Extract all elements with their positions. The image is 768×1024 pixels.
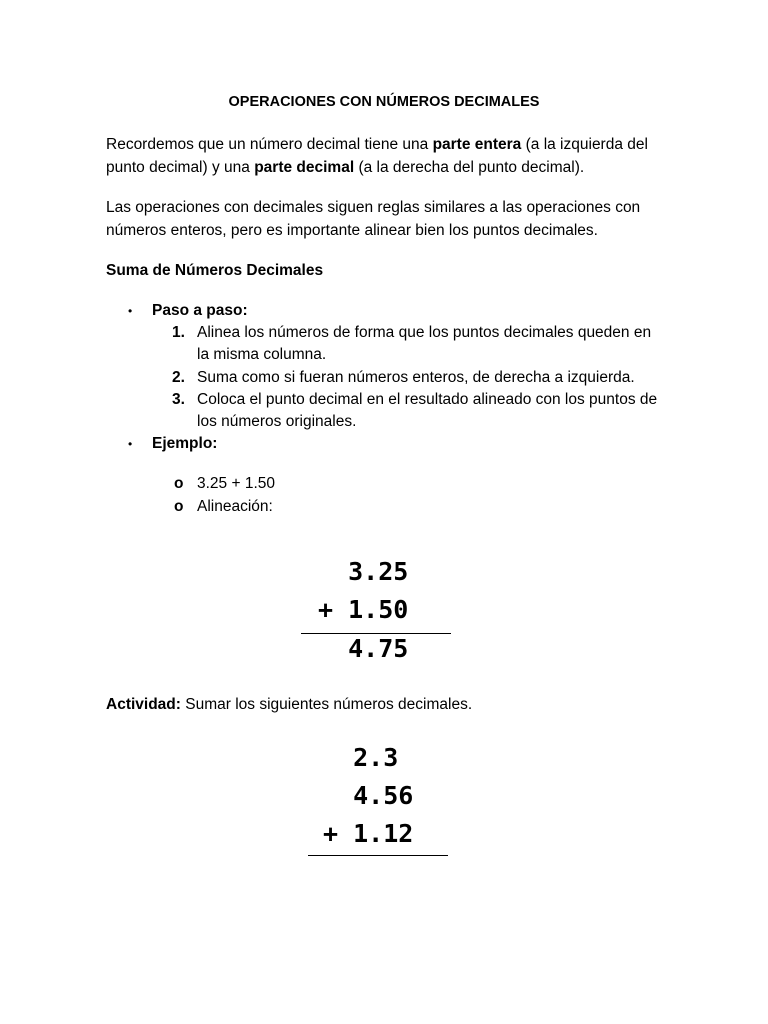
intro-text-2: (a la izquierda del punto decimal) y una	[106, 136, 648, 176]
example-item-1	[174, 473, 275, 495]
example-label: Ejemplo:	[152, 435, 218, 452]
step-item-2	[172, 367, 662, 389]
document-title: OPERACIONES CON NÚMEROS DECIMALES	[228, 94, 540, 110]
section-heading: Suma de Números Decimales	[106, 262, 324, 279]
step-item-3	[172, 389, 662, 433]
example-text: Alineación:	[197, 498, 273, 515]
intro-text-1: Recordemos que un número decimal tiene una	[106, 136, 433, 153]
step-item-1	[172, 322, 662, 366]
step-number: 2.	[172, 369, 185, 386]
bullet-dot-icon: •	[128, 304, 133, 318]
step-text: Alinea los números de forma que los puntos decimales queden en la misma columna.	[197, 324, 652, 363]
exercise-line-1: 2.3	[323, 743, 399, 772]
intro-bold-parte-entera: parte entera	[432, 136, 522, 153]
sum-result: 4.75	[318, 634, 409, 663]
rules-paragraph: Las operaciones con decimales siguen reglas similares a las operaciones con números enteros, pero es importante alinear bien los puntos decimales.	[106, 199, 641, 239]
exercise-line-2: 4.56	[323, 781, 414, 810]
example-text: 3.25 + 1.50	[197, 475, 275, 492]
intro-bold-parte-decimal: parte decimal	[254, 158, 355, 176]
step-text: Suma como si fueran números enteros, de derecha a izquierda.	[197, 369, 635, 386]
step-text: Coloca el punto decimal en el resultado alineado con los puntos de los números originales.	[197, 391, 658, 430]
exercise-line-3: + 1.12	[323, 819, 414, 848]
steps-label: Paso a paso:	[152, 302, 248, 319]
bullet-dot-icon: •	[128, 437, 133, 451]
exercise-divider	[308, 855, 448, 856]
activity-label: Actividad:	[106, 696, 181, 713]
sum-line-2: + 1.50	[318, 595, 409, 624]
activity-paragraph	[106, 694, 676, 717]
step-number: 1.	[172, 324, 185, 341]
sum-line-1: 3.25	[318, 557, 409, 586]
activity-text: Sumar los siguientes números decimales.	[180, 696, 473, 713]
step-number: 3.	[172, 391, 185, 408]
intro-paragraph	[106, 134, 676, 179]
intro-text-3: (a la derecha del punto decimal).	[354, 158, 585, 176]
circle-bullet-icon: o	[174, 498, 184, 515]
example-item-2	[174, 496, 273, 518]
circle-bullet-icon: o	[174, 475, 184, 492]
